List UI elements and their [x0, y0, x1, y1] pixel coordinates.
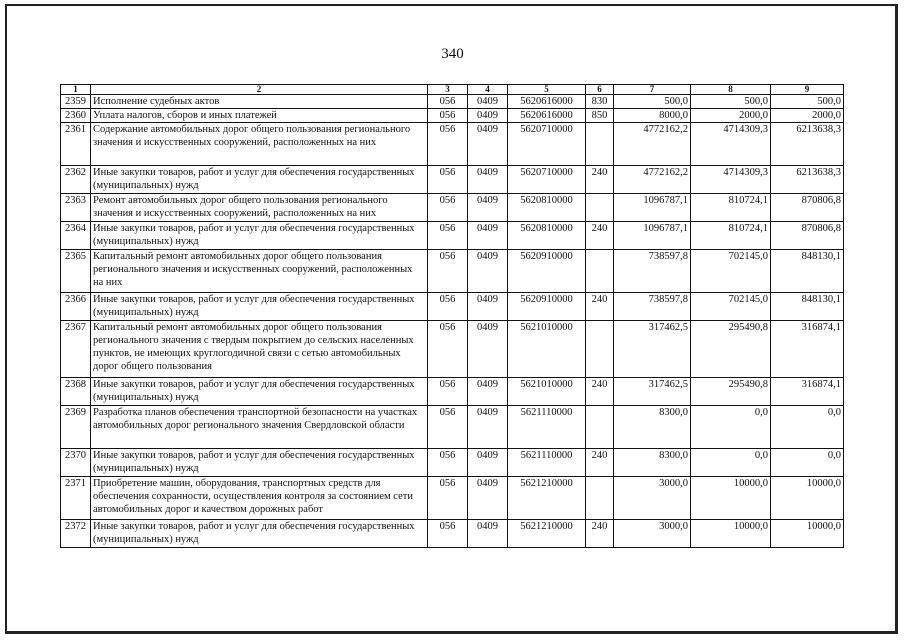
page-number: 340 — [441, 46, 464, 62]
row-expense-type — [586, 123, 614, 166]
row-value-year3: 0,0 — [771, 406, 844, 449]
row-expense-type — [586, 406, 614, 449]
budget-table — [60, 84, 844, 548]
table-row — [61, 194, 844, 222]
row-expense-type — [586, 321, 614, 378]
row-target-code: 5620910000 — [508, 293, 586, 321]
row-name: Иные закупки товаров, работ и услуг для обеспечения государственных (муниципальных) нужд — [91, 449, 428, 477]
row-value-year2: 4714309,3 — [691, 123, 771, 166]
row-value-year2: 2000,0 — [691, 109, 771, 123]
row-number: 2362 — [61, 166, 91, 194]
row-section-code: 0409 — [468, 477, 508, 520]
row-expense-type: 240 — [586, 520, 614, 548]
row-target-code: 5621210000 — [508, 520, 586, 548]
row-target-code: 5621010000 — [508, 378, 586, 406]
row-name: Исполнение судебных актов — [91, 95, 428, 109]
row-number: 2370 — [61, 449, 91, 477]
row-section-code: 0409 — [468, 293, 508, 321]
table-body — [61, 95, 844, 548]
row-expense-type: 830 — [586, 95, 614, 109]
row-value-year2: 295490,8 — [691, 321, 771, 378]
row-value-year2: 500,0 — [691, 95, 771, 109]
row-value-year3: 6213638,3 — [771, 123, 844, 166]
table-row — [61, 222, 844, 250]
row-value-year1: 1096787,1 — [614, 194, 691, 222]
header-cell: 4 — [468, 85, 508, 95]
row-admin-code: 056 — [428, 194, 468, 222]
row-admin-code: 056 — [428, 321, 468, 378]
row-section-code: 0409 — [468, 321, 508, 378]
row-target-code: 5620710000 — [508, 166, 586, 194]
row-admin-code: 056 — [428, 477, 468, 520]
row-target-code: 5621110000 — [508, 449, 586, 477]
header-cell: 6 — [586, 85, 614, 95]
row-value-year2: 810724,1 — [691, 222, 771, 250]
row-section-code: 0409 — [468, 449, 508, 477]
header-cell: 1 — [61, 85, 91, 95]
row-number: 2359 — [61, 95, 91, 109]
row-name: Иные закупки товаров, работ и услуг для обеспечения государственных (муниципальных) нужд — [91, 222, 428, 250]
table-row — [61, 406, 844, 449]
row-value-year3: 848130,1 — [771, 293, 844, 321]
row-value-year3: 848130,1 — [771, 250, 844, 293]
row-expense-type: 850 — [586, 109, 614, 123]
row-section-code: 0409 — [468, 520, 508, 548]
row-value-year3: 10000,0 — [771, 477, 844, 520]
table-row — [61, 378, 844, 406]
row-value-year1: 738597,8 — [614, 250, 691, 293]
row-section-code: 0409 — [468, 166, 508, 194]
table-row — [61, 250, 844, 293]
row-target-code: 5621010000 — [508, 321, 586, 378]
row-admin-code: 056 — [428, 378, 468, 406]
row-value-year2: 702145,0 — [691, 250, 771, 293]
row-number: 2371 — [61, 477, 91, 520]
row-value-year1: 317462,5 — [614, 378, 691, 406]
row-section-code: 0409 — [468, 109, 508, 123]
row-expense-type — [586, 477, 614, 520]
row-name: Иные закупки товаров, работ и услуг для обеспечения государственных (муниципальных) нужд — [91, 293, 428, 321]
row-expense-type — [586, 194, 614, 222]
row-admin-code: 056 — [428, 95, 468, 109]
row-section-code: 0409 — [468, 378, 508, 406]
row-value-year1: 3000,0 — [614, 477, 691, 520]
row-number: 2372 — [61, 520, 91, 548]
row-value-year2: 702145,0 — [691, 293, 771, 321]
row-value-year1: 500,0 — [614, 95, 691, 109]
table-row — [61, 95, 844, 109]
row-admin-code: 056 — [428, 449, 468, 477]
table-row — [61, 109, 844, 123]
row-value-year1: 1096787,1 — [614, 222, 691, 250]
row-value-year2: 0,0 — [691, 449, 771, 477]
row-target-code: 5621110000 — [508, 406, 586, 449]
row-admin-code: 056 — [428, 293, 468, 321]
row-number: 2365 — [61, 250, 91, 293]
row-admin-code: 056 — [428, 520, 468, 548]
row-value-year3: 500,0 — [771, 95, 844, 109]
row-value-year2: 10000,0 — [691, 477, 771, 520]
row-expense-type: 240 — [586, 166, 614, 194]
row-section-code: 0409 — [468, 194, 508, 222]
row-number: 2363 — [61, 194, 91, 222]
table-row — [61, 449, 844, 477]
row-number: 2364 — [61, 222, 91, 250]
row-name: Содержание автомобильных дорог общего пользования регионального значения и искусственных сооружений, расположенных на них — [91, 123, 428, 166]
row-section-code: 0409 — [468, 222, 508, 250]
row-target-code: 5620910000 — [508, 250, 586, 293]
row-name: Капитальный ремонт автомобильных дорог общего пользования регионального значения и искусственных сооружений, расположенных на них — [91, 250, 428, 293]
row-admin-code: 056 — [428, 166, 468, 194]
row-name: Уплата налогов, сборов и иных платежей — [91, 109, 428, 123]
row-value-year1: 8300,0 — [614, 449, 691, 477]
row-value-year1: 738597,8 — [614, 293, 691, 321]
row-value-year3: 870806,8 — [771, 194, 844, 222]
row-value-year2: 810724,1 — [691, 194, 771, 222]
row-value-year2: 295490,8 — [691, 378, 771, 406]
header-cell: 7 — [614, 85, 691, 95]
row-number: 2360 — [61, 109, 91, 123]
header-cell: 3 — [428, 85, 468, 95]
table-row — [61, 520, 844, 548]
row-admin-code: 056 — [428, 406, 468, 449]
row-value-year1: 4772162,2 — [614, 166, 691, 194]
table-row — [61, 293, 844, 321]
row-value-year3: 2000,0 — [771, 109, 844, 123]
row-target-code: 5620810000 — [508, 194, 586, 222]
row-value-year2: 4714309,3 — [691, 166, 771, 194]
row-value-year3: 0,0 — [771, 449, 844, 477]
header-cell: 8 — [691, 85, 771, 95]
row-section-code: 0409 — [468, 250, 508, 293]
row-expense-type: 240 — [586, 378, 614, 406]
row-value-year3: 316874,1 — [771, 321, 844, 378]
row-number: 2368 — [61, 378, 91, 406]
row-admin-code: 056 — [428, 222, 468, 250]
row-name: Иные закупки товаров, работ и услуг для обеспечения государственных (муниципальных) нужд — [91, 520, 428, 548]
row-name: Иные закупки товаров, работ и услуг для обеспечения государственных (муниципальных) нужд — [91, 378, 428, 406]
row-admin-code: 056 — [428, 123, 468, 166]
table-row — [61, 321, 844, 378]
row-number: 2369 — [61, 406, 91, 449]
row-target-code: 5620710000 — [508, 123, 586, 166]
row-expense-type — [586, 250, 614, 293]
table-row — [61, 477, 844, 520]
row-section-code: 0409 — [468, 123, 508, 166]
row-value-year3: 6213638,3 — [771, 166, 844, 194]
header-cell: 5 — [508, 85, 586, 95]
header-cell: 9 — [771, 85, 844, 95]
row-value-year3: 10000,0 — [771, 520, 844, 548]
row-section-code: 0409 — [468, 95, 508, 109]
row-value-year2: 0,0 — [691, 406, 771, 449]
row-target-code: 5620616000 — [508, 109, 586, 123]
row-name: Иные закупки товаров, работ и услуг для обеспечения государственных (муниципальных) нужд — [91, 166, 428, 194]
row-value-year1: 8300,0 — [614, 406, 691, 449]
row-target-code: 5621210000 — [508, 477, 586, 520]
row-name: Разработка планов обеспечения транспортной безопасности на участках автомобильных дорог регионального значения Свердловской области — [91, 406, 428, 449]
table-row — [61, 166, 844, 194]
row-value-year1: 317462,5 — [614, 321, 691, 378]
row-admin-code: 056 — [428, 250, 468, 293]
row-target-code: 5620616000 — [508, 95, 586, 109]
row-value-year2: 10000,0 — [691, 520, 771, 548]
row-value-year3: 316874,1 — [771, 378, 844, 406]
row-expense-type: 240 — [586, 293, 614, 321]
row-expense-type: 240 — [586, 222, 614, 250]
row-value-year1: 4772162,2 — [614, 123, 691, 166]
row-expense-type: 240 — [586, 449, 614, 477]
row-target-code: 5620810000 — [508, 222, 586, 250]
row-number: 2361 — [61, 123, 91, 166]
row-value-year1: 3000,0 — [614, 520, 691, 548]
row-value-year1: 8000,0 — [614, 109, 691, 123]
row-number: 2366 — [61, 293, 91, 321]
table-row — [61, 123, 844, 166]
row-number: 2367 — [61, 321, 91, 378]
row-name: Капитальный ремонт автомобильных дорог общего пользования регионального значения с твердым покрытием до сельских населенных пунктов, не имеющих круглогодичной связи с сетью автомобильных дорог общего пользования — [91, 321, 428, 378]
row-admin-code: 056 — [428, 109, 468, 123]
row-name: Ремонт автомобильных дорог общего пользования регионального значения и искусственных сооружений, расположенных на них — [91, 194, 428, 222]
table-header-row — [61, 85, 844, 95]
row-value-year3: 870806,8 — [771, 222, 844, 250]
row-section-code: 0409 — [468, 406, 508, 449]
row-name: Приобретение машин, оборудования, транспортных средств для обеспечения сохранности, осуществления контроля за состоянием сети автомобильных дорог и качеством дорожных работ — [91, 477, 428, 520]
header-cell: 2 — [91, 85, 428, 95]
